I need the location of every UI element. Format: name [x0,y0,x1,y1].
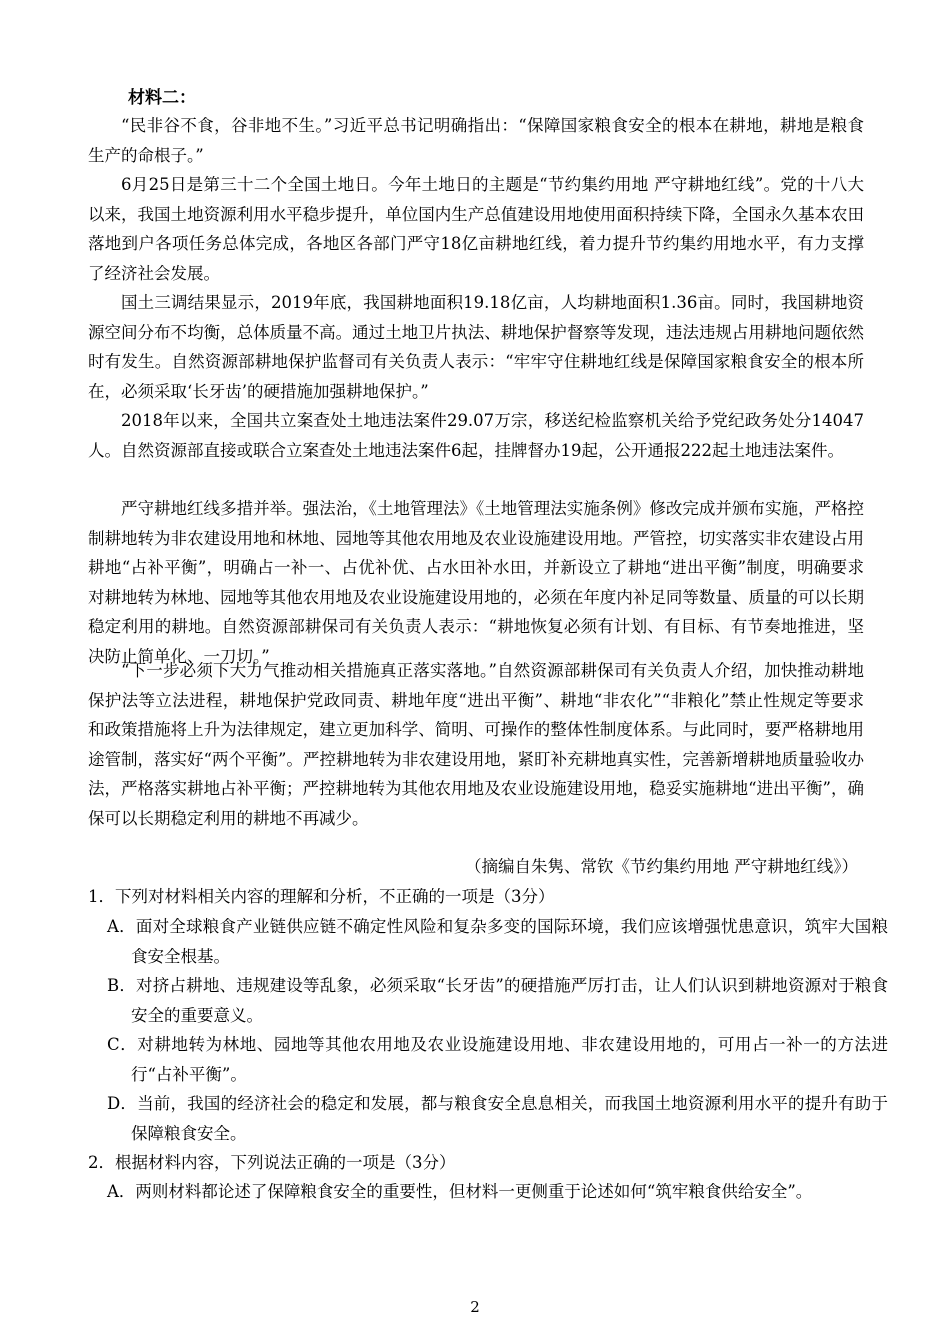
page-number: 2 [470,1298,480,1316]
paragraph-4: 2018年以来，全国共立案查处土地违法案件29.07万宗，移送纪检监察机关给予党纪政务处分14047人。自然资源部直接或联合立案查处土地违法案件6起，挂牌督办19起，公开通报222起土地违法案件。 [88,411,864,460]
question-1-option-b: B．对挤占耕地、违规建设等乱象，必须采取“长牙齿”的硬措施严厉打击，让人们认识到耕地资源对于粮食安全的重要意义。 [107,976,888,1025]
paragraph-6: “下一步必须下大力气推动相关措施真正落实落地。”自然资源部耕保司有关负责人介绍，加快推动耕地保护法等立法进程，耕地保护党政同责、耕地年度“进出平衡”、耕地“非农化”“非粮化”禁止性规定等要求和政策措施将上升为法律规定，建立更加科学、简明、可操作的整体性制度体系。与此同时，要严格耕地用途管制，落实好“两个平衡”。严控耕地转为非农建设用地，紧盯补充耕地真实性，完善新增耕地质量验收办法，严格落实耕地占补平衡；严控耕地转为其他农用地及农业设施建设用地，稳妥实施耕地“进出平衡”，确保可以长期稳定利用的耕地不再减少。 [88,661,864,828]
paragraph-1: “民非谷不食，谷非地不生。”习近平总书记明确指出：“保障国家粮食安全的根本在耕地，耕地是粮食生产的命根子。” [88,116,864,165]
question-1-option-a: A．面对全球粮食产业链供应链不确定性风险和复杂多变的国际环境，我们应该增强忧患意识，筑牢大国粮食安全根基。 [107,917,888,966]
question-1-option-d: D．当前，我国的经济社会的稳定和发展，都与粮食安全息息相关，而我国土地资源利用水平的提升有助于保障粮食安全。 [107,1094,888,1143]
question-1-option-c: C．对耕地转为林地、园地等其他农用地及农业设施建设用地、非农建设用地的，可用占一补一的方法进行“占补平衡”。 [107,1035,888,1084]
source-citation: （摘编自朱隽、常钦《节约集约用地 严守耕地红线》） [465,857,858,876]
material-heading: 材料二： [128,88,196,108]
paragraph-5: 严守耕地红线多措并举。强法治，《土地管理法》《土地管理法实施条例》修改完成并颁布实施，严格控制耕地转为非农建设用地和林地、园地等其他农用地及农业设施建设用地。严管控，切实落实非农建设占用耕地“占补平衡”，明确占一补一、占优补优、占水田补水田，并新设立了耕地“进出平衡”制度，明确要求对耕地转为林地、园地等其他农用地及农业设施建设用地的，必须在年度内补足同等数量、质量的可以长期稳定利用的耕地。自然资源部耕保司有关负责人表示：“耕地恢复必须有计划、有目标、有节奏地推进，坚决防止简单化、一刀切。” [88,499,864,666]
question-2-option-a: A．两则材料都论述了保障粮食安全的重要性，但材料一更侧重于论述如何“筑牢粮食供给安全”。 [107,1182,813,1201]
question-2-stem: 2．根据材料内容，下列说法正确的一项是（3分） [88,1153,456,1172]
paragraph-3: 国土三调结果显示，2019年底，我国耕地面积19.18亿亩，人均耕地面积1.36亩。同时，我国耕地资源空间分布不均衡，总体质量不高。通过土地卫片执法、耕地保护督察等发现，违法违规占用耕地问题依然时有发生。自然资源部耕地保护监督司有关负责人表示：“牢牢守住耕地红线是保障国家粮食安全的根本所在，必须采取‘长牙齿’的硬措施加强耕地保护。” [88,293,864,401]
paragraph-2: 6月25日是第三十二个全国土地日。今年土地日的主题是“节约集约用地 严守耕地红线”。党的十八大以来，我国土地资源利用水平稳步提升，单位国内生产总值建设用地使用面积持续下降，全国永久基本农田落地到户各项任务总体完成，各地区各部门严守18亿亩耕地红线，着力提升节约集约用地水平，有力支撑了经济社会发展。 [88,175,864,283]
question-1-stem: 1．下列对材料相关内容的理解和分析，不正确的一项是（3分） [88,887,555,906]
